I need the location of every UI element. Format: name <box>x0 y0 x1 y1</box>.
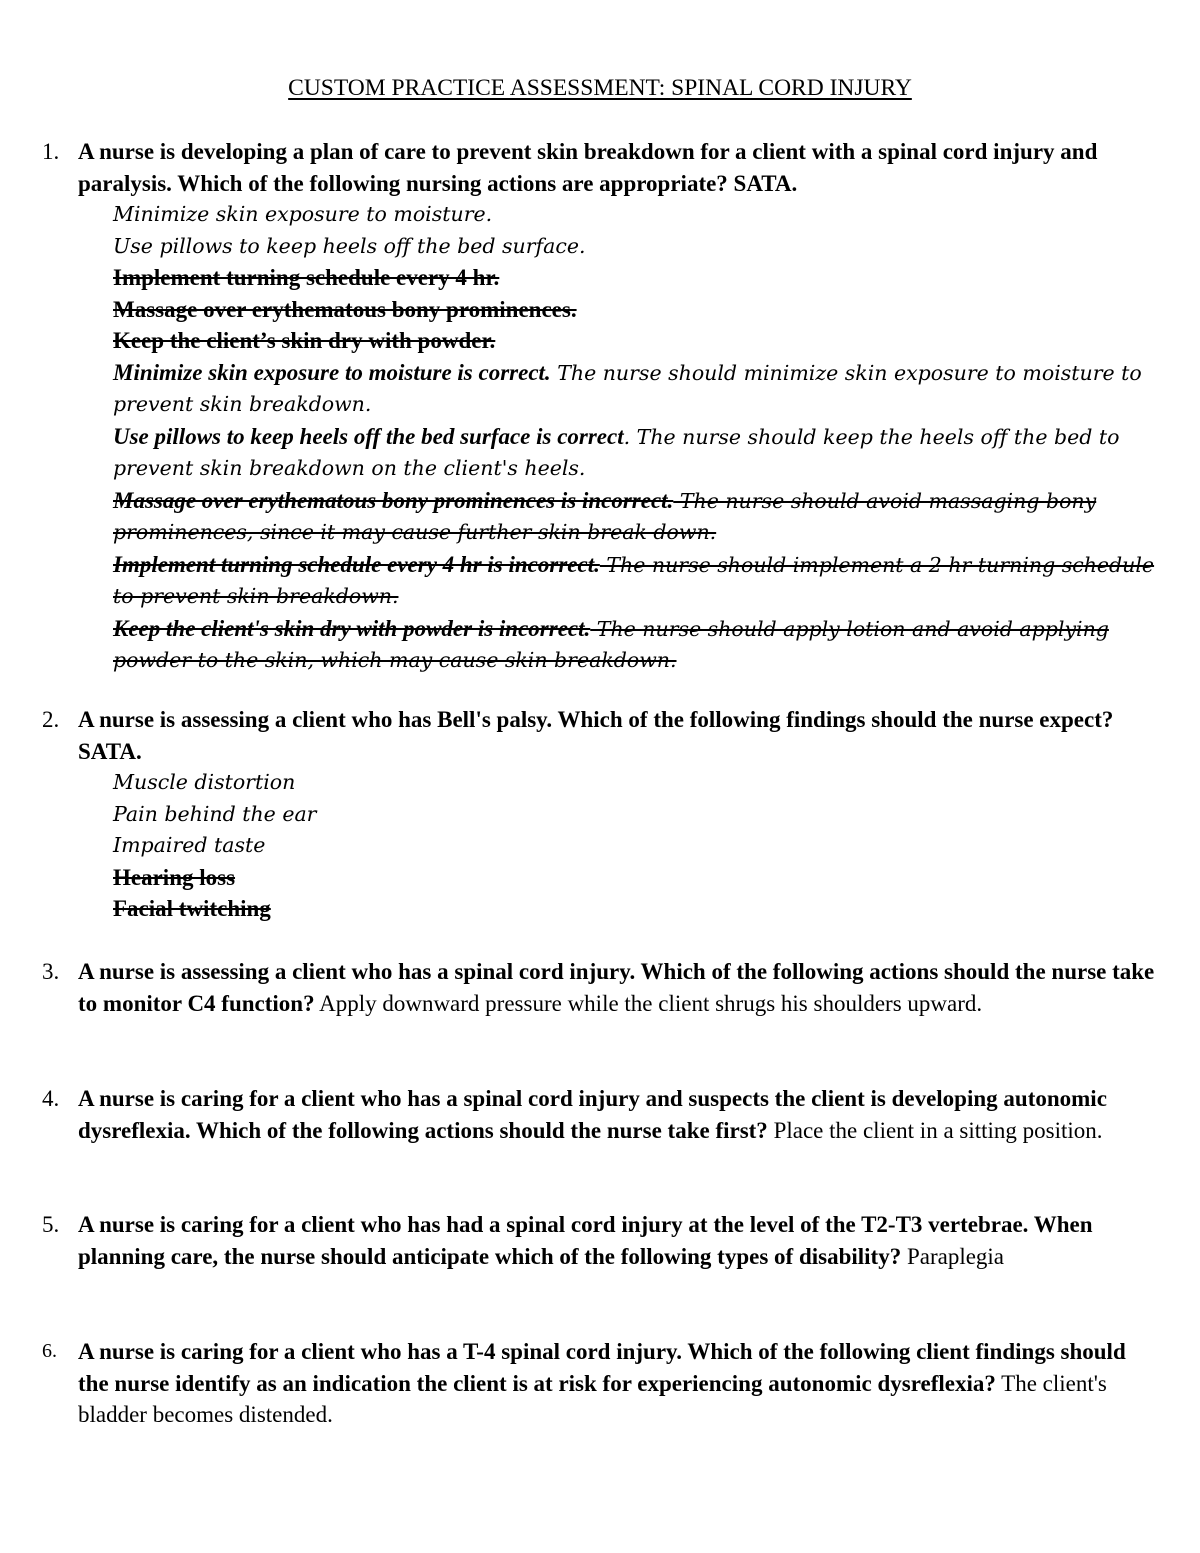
rationale: Massage over erythematous bony prominences is incorrect. The nurse should avoid massaging bony prominences, since it may cause further skin break down. <box>113 487 1097 544</box>
answer-text: The client's bladder becomes distended. <box>78 1370 1107 1427</box>
page-title: CUSTOM PRACTICE ASSESSMENT: SPINAL CORD INJURY <box>288 75 912 101</box>
question-stem: A nurse is assessing a client who has Bell's palsy. Which of the following findings should the nurse expect? SATA. <box>78 707 1114 764</box>
rationale: Use pillows to keep heels off the bed surface is correct. The nurse should keep the heels off the bed to prevent skin breakdown on the client's heels. <box>113 423 1120 480</box>
question-stem: A nurse is caring for a client who has a spinal cord injury and suspects the client is developing autonomic dysreflexia. Which of the following actions should the nurse take first? Place the client in a sitting position. <box>78 1086 1107 1143</box>
answer-option: Use pillows to keep heels off the bed surface. <box>113 233 586 258</box>
answer-text: Apply downward pressure while the client shrugs his shoulders upward. <box>314 990 983 1016</box>
question-number: 2. <box>42 707 60 732</box>
answer-option: Implement turning schedule every 4 hr. <box>113 265 500 290</box>
answer-option: Pain behind the ear <box>113 801 317 826</box>
rationale: Minimize skin exposure to moisture is correct. The nurse should minimize skin exposure to moisture to prevent skin breakdown. <box>113 359 1142 416</box>
question-stem: A nurse is caring for a client who has a T-4 spinal cord injury. Which of the following client findings should the nurse identify as an indication the client is at risk for experiencing autonomic dysreflexia? The client's bladder becomes distended. <box>78 1339 1126 1427</box>
answer-option: Muscle distortion <box>113 770 296 794</box>
answer-option: Keep the client’s skin dry with powder. <box>113 328 496 353</box>
question-number: 4. <box>42 1086 60 1111</box>
question-number: 1. <box>42 139 60 164</box>
answer-text: Paraplegia <box>901 1243 1005 1269</box>
question-body <box>78 136 1158 677</box>
question-body <box>78 1083 1158 1146</box>
answer-option: Facial twitching <box>113 896 271 921</box>
question-stem: A nurse is developing a plan of care to prevent skin breakdown for a client with a spinal cord injury and paralysis. Which of the following nursing actions are appropriate? SATA. <box>78 139 1098 196</box>
question-body <box>78 1209 1158 1272</box>
question-number: 3. <box>42 959 60 984</box>
answer-text: Place the client in a sitting position. <box>767 1117 1103 1143</box>
question-stem: A nurse is assessing a client who has a spinal cord injury. Which of the following actions should the nurse take to monitor C4 function? Apply downward pressure while the client shrugs his shoulders upward. <box>78 959 1155 1016</box>
question-body <box>78 1336 1158 1431</box>
rationale: Keep the client's skin dry with powder is incorrect. The nurse should apply lotion and avoid applying powder to the skin, which may cause skin breakdown. <box>113 615 1109 672</box>
answer-options <box>113 767 1158 925</box>
question-body <box>78 704 1158 925</box>
answer-option: Impaired taste <box>113 833 266 857</box>
answer-option: Massage over erythematous bony prominences. <box>113 296 577 322</box>
question-number: 5. <box>42 1212 60 1237</box>
answer-options <box>113 199 1158 677</box>
question-body <box>78 956 1158 1019</box>
question-stem: A nurse is caring for a client who has had a spinal cord injury at the level of the T2-T3 vertebrae. When planning care, the nurse should anticipate which of the following types of disability? Paraplegia <box>78 1212 1093 1269</box>
rationale: Implement turning schedule every 4 hr is incorrect. The nurse should implement a 2 hr turning schedule to prevent skin breakdown. <box>113 551 1155 608</box>
answer-option: Hearing loss <box>113 864 236 890</box>
answer-option: Minimize skin exposure to moisture. <box>113 202 493 226</box>
question-number: 6. <box>42 1340 57 1362</box>
